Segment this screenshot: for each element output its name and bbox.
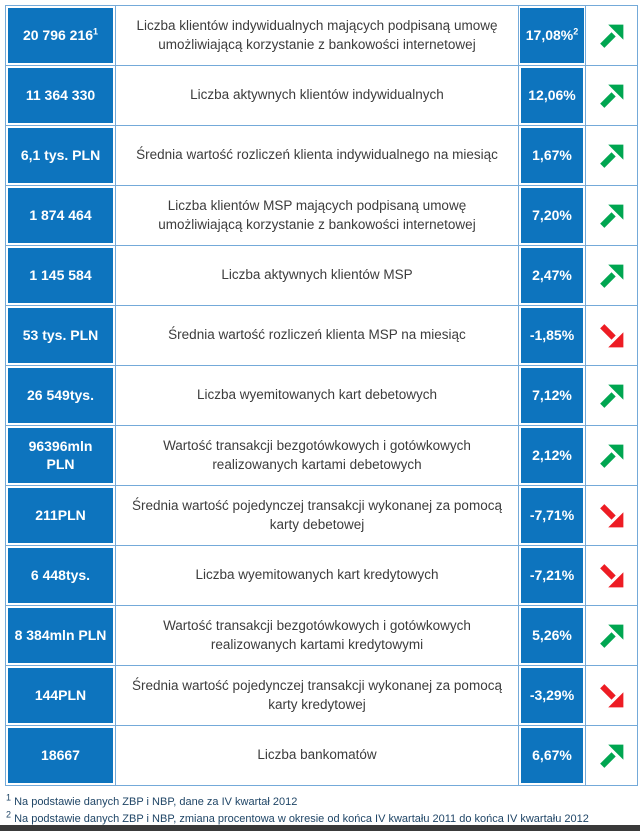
trend-cell (585, 666, 637, 725)
description-text: Liczba aktywnych klientów indywidualnych (190, 87, 444, 103)
trend-up-arrow-icon (599, 443, 625, 469)
description-text: Liczba klientów MSP mających podpisaną umowę umożliwiającą korzystanie z bankowości internetowej (158, 198, 476, 232)
description-cell (115, 726, 518, 785)
description-text: Liczba bankomatów (257, 747, 377, 763)
value-text: 53 tys. PLN (22, 326, 99, 343)
value-text: 144PLN (34, 686, 87, 703)
change-cell (518, 66, 585, 125)
trend-down-arrow-icon (599, 323, 625, 349)
value-cell-fill (8, 728, 113, 783)
description-cell (115, 366, 518, 425)
value-cell-fill (8, 668, 113, 723)
table-row (6, 126, 637, 186)
change-text: 17,08% (525, 26, 574, 43)
table-row (6, 426, 637, 486)
table-row (6, 186, 637, 246)
change-text: 12,06% (528, 86, 576, 103)
description-text: Średnia wartość pojedynczej transakcji wykonanej za pomocą karty kredytowej (132, 678, 502, 712)
change-cell-fill (521, 488, 583, 543)
trend-up-arrow-icon (599, 743, 625, 769)
footnotes (6, 794, 640, 827)
value-text: 1 145 584 (29, 266, 92, 283)
trend-up-arrow-icon (599, 23, 625, 49)
trend-cell (585, 66, 637, 125)
change-text: -7,21% (529, 566, 575, 583)
description-text: Liczba wyemitowanych kart kredytowych (195, 567, 439, 583)
value-cell-fill (8, 128, 113, 183)
change-cell (518, 546, 585, 605)
value-cell (6, 666, 115, 725)
value-cell (6, 546, 115, 605)
description-text: Średnia wartość rozliczeń klienta MSP na miesiąc (168, 327, 466, 343)
value-cell-fill (8, 8, 113, 63)
value-cell (6, 126, 115, 185)
description-text: Średnia wartość pojedynczej transakcji wykonanej za pomocą karty debetowej (132, 498, 502, 532)
table-row (6, 246, 637, 306)
value-text: 6,1 tys. PLN (20, 146, 101, 163)
table-row (6, 606, 637, 666)
change-text: 2,12% (532, 446, 572, 463)
change-cell (518, 486, 585, 545)
footnote-1-text: Na podstawie danych ZBP i NBP, dane za IV kwartał 2012 (14, 796, 298, 808)
description-text: Wartość transakcji bezgotówkowych i gotówkowych realizowanych kartami kredytowymi (163, 618, 471, 652)
trend-up-arrow-icon (599, 623, 625, 649)
table-row (6, 366, 637, 426)
trend-down-arrow-icon (599, 563, 625, 589)
table-row (6, 6, 637, 66)
trend-cell (585, 246, 637, 305)
change-cell-fill (521, 308, 583, 363)
footnote-1-marker: 1 (6, 792, 12, 803)
value-sup: 1 (93, 26, 99, 37)
change-cell (518, 366, 585, 425)
trend-cell (585, 126, 637, 185)
value-text: 1 874 464 (29, 206, 92, 223)
value-cell-fill (8, 488, 113, 543)
description-cell (115, 126, 518, 185)
value-text: 96396mln PLN (28, 438, 93, 472)
value-cell-fill (8, 188, 113, 243)
value-cell (6, 6, 115, 65)
description-cell (115, 666, 518, 725)
value-cell-fill (8, 548, 113, 603)
trend-up-arrow-icon (599, 263, 625, 289)
footnote-1 (6, 794, 640, 811)
description-cell (115, 306, 518, 365)
change-text: 5,26% (532, 626, 572, 643)
change-cell-fill (521, 428, 583, 483)
trend-cell (585, 606, 637, 665)
footnote-2-marker: 2 (6, 808, 12, 819)
change-text: 6,67% (532, 746, 572, 763)
change-cell-fill (521, 248, 583, 303)
change-cell-fill (521, 608, 583, 663)
table-row (6, 486, 637, 546)
description-text: Wartość transakcji bezgotówkowych i gotówkowych realizowanych kartami debetowych (163, 438, 471, 472)
value-cell (6, 606, 115, 665)
trend-cell (585, 426, 637, 485)
change-cell-fill (521, 668, 583, 723)
footnote-2-text: Na podstawie danych ZBP i NBP, zmiana procentowa w okresie od końca IV kwartału 2011 do końca IV kwartału 2012 (14, 812, 589, 825)
trend-cell (585, 486, 637, 545)
value-cell (6, 186, 115, 245)
change-text: -1,85% (529, 326, 575, 343)
description-cell (115, 606, 518, 665)
table-row (6, 306, 637, 366)
trend-cell (585, 366, 637, 425)
value-cell (6, 366, 115, 425)
description-cell (115, 486, 518, 545)
change-text: 7,12% (532, 386, 572, 403)
trend-down-arrow-icon (599, 503, 625, 529)
description-cell (115, 6, 518, 65)
change-cell-fill (520, 8, 585, 63)
value-text: 6 448tys. (30, 566, 91, 583)
change-text: 1,67% (532, 146, 572, 163)
value-cell-fill (8, 428, 113, 483)
value-text: 18667 (41, 746, 80, 763)
value-cell-fill (8, 368, 113, 423)
change-cell-fill (521, 548, 583, 603)
table-row (6, 666, 637, 726)
description-cell (115, 246, 518, 305)
trend-up-arrow-icon (599, 143, 625, 169)
trend-cell (585, 186, 637, 245)
banking-stats-table (5, 5, 638, 786)
value-cell-fill (8, 308, 113, 363)
change-cell (518, 6, 585, 65)
change-cell-fill (521, 128, 583, 183)
change-cell (518, 126, 585, 185)
trend-cell (585, 6, 637, 65)
change-sup: 2 (573, 26, 579, 37)
trend-up-arrow-icon (599, 383, 625, 409)
change-cell (518, 426, 585, 485)
description-cell (115, 426, 518, 485)
change-cell (518, 186, 585, 245)
value-cell (6, 246, 115, 305)
trend-cell (585, 726, 637, 785)
trend-up-arrow-icon (599, 203, 625, 229)
value-cell (6, 726, 115, 785)
description-text: Liczba klientów indywidualnych mających podpisaną umowę umożliwiającą korzystanie z bankowości internetowej (136, 18, 498, 52)
trend-cell (585, 306, 637, 365)
change-cell (518, 606, 585, 665)
description-cell (115, 66, 518, 125)
change-cell-fill (521, 68, 583, 123)
change-text: 2,47% (532, 266, 572, 283)
description-cell (115, 186, 518, 245)
table-row (6, 546, 637, 606)
change-text: 7,20% (532, 206, 572, 223)
description-text: Liczba wyemitowanych kart debetowych (196, 387, 438, 403)
value-text: 8 384mln PLN (14, 626, 107, 643)
value-cell-fill (8, 68, 113, 123)
change-cell (518, 306, 585, 365)
trend-up-arrow-icon (599, 83, 625, 109)
change-cell (518, 246, 585, 305)
value-text: 11 364 330 (25, 86, 96, 103)
change-text: -7,71% (529, 506, 575, 523)
change-cell-fill (521, 368, 583, 423)
description-cell (115, 546, 518, 605)
change-text: -3,29% (529, 686, 575, 703)
value-cell-fill (8, 608, 113, 663)
value-text: 211PLN (35, 506, 86, 523)
value-cell (6, 66, 115, 125)
change-cell (518, 666, 585, 725)
description-text: Średnia wartość rozliczeń klienta indywidualnego na miesiąc (136, 147, 498, 163)
change-cell-fill (521, 188, 583, 243)
value-cell (6, 306, 115, 365)
value-text: 26 549tys. (27, 386, 94, 403)
description-text: Liczba aktywnych klientów MSP (221, 267, 413, 283)
table-row (6, 66, 637, 126)
change-cell-fill (521, 728, 583, 783)
trend-down-arrow-icon (599, 683, 625, 709)
value-cell-fill (8, 248, 113, 303)
table-row (6, 726, 637, 785)
value-cell (6, 426, 115, 485)
change-cell (518, 726, 585, 785)
value-text: 20 796 216 (22, 26, 94, 43)
value-cell (6, 486, 115, 545)
trend-cell (585, 546, 637, 605)
